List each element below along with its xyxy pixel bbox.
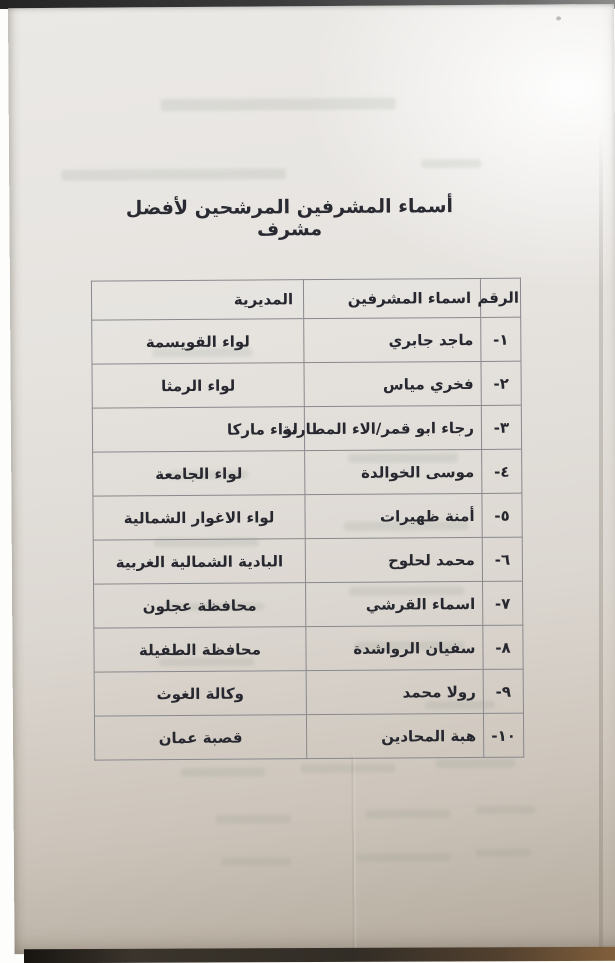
table-row (92, 361, 521, 408)
cell-directorate: لواء ماركا (92, 407, 304, 452)
table-row (94, 625, 523, 672)
header-directorate: المديرية (91, 280, 303, 320)
cell-name: ماجد جابري (304, 317, 481, 362)
table-body (92, 317, 524, 760)
cell-directorate: وكالة الغوث (94, 671, 306, 716)
cell-name: رولا محمد (306, 669, 483, 714)
bleedthrough-mark (180, 767, 265, 777)
bleedthrough-mark (435, 759, 515, 769)
header-names: اسماء المشرفين (303, 278, 480, 318)
cell-number: ١٠- (483, 713, 523, 757)
table-row (93, 449, 522, 496)
cell-name: موسى الخوالدة (305, 449, 482, 494)
cell-directorate: البادية الشمالية الغربية (93, 539, 305, 584)
bleedthrough-mark (476, 806, 536, 814)
bleedthrough-mark (356, 853, 451, 862)
bleedthrough-mark (476, 849, 531, 857)
cell-directorate: محافظة عجلون (94, 583, 306, 628)
table-row (94, 669, 523, 716)
bleedthrough-mark (221, 857, 291, 865)
cell-number: ٤- (482, 449, 522, 493)
background-seam-right (599, 130, 603, 948)
cell-number: ٦- (482, 537, 522, 581)
table-row (92, 317, 521, 364)
cell-name: سفيان الرواشدة (306, 625, 483, 670)
cell-number: ٥- (482, 493, 522, 537)
cell-directorate: لواء الجامعة (93, 451, 305, 496)
table-row (92, 405, 521, 452)
paper-crease (351, 756, 354, 952)
scan-artifact-dot (556, 16, 561, 20)
bleedthrough-mark (366, 809, 451, 819)
bleedthrough-mark (216, 814, 291, 824)
cell-name: محمد لحلوح (305, 537, 482, 582)
table-row (93, 537, 522, 584)
bleedthrough-mark (61, 168, 286, 181)
cell-name: اسماء القرشي (306, 581, 483, 626)
desk-edge-bottom (24, 947, 615, 963)
cell-directorate: لواء الاغوار الشمالية (93, 495, 305, 540)
cell-number: ٢- (481, 361, 521, 405)
page-title: أسماء المشرفين المرشحين لأفضل مشرف (125, 195, 454, 241)
header-row (91, 278, 520, 320)
cell-number: ٩- (483, 669, 523, 713)
bleedthrough-mark (300, 764, 395, 774)
cell-directorate: قصبة عمان (94, 715, 306, 760)
cell-number: ٣- (481, 405, 521, 449)
cell-name: هبة المحادين (306, 713, 483, 758)
table-row (93, 493, 522, 540)
table-header (91, 278, 520, 320)
cell-directorate: لواء الرمثا (92, 363, 304, 408)
paper-sheet (8, 4, 615, 954)
cell-name: رجاء ابو قمر/الاء المطارنة (304, 405, 481, 450)
table-row (94, 581, 523, 628)
bleedthrough-mark (161, 98, 396, 112)
header-number: الرقم (480, 278, 520, 317)
bleedthrough-mark (421, 159, 481, 168)
cell-name: أمنة ظهيرات (305, 493, 482, 538)
table-row (94, 713, 523, 760)
cell-directorate: لواء القويسمة (92, 319, 304, 364)
cell-number: ١- (481, 317, 521, 361)
cell-number: ٧- (483, 581, 523, 625)
supervisors-table (91, 278, 524, 761)
cell-number: ٨- (483, 625, 523, 669)
cell-directorate: محافظة الطفيلة (94, 627, 306, 672)
cell-name: فخري مياس (304, 361, 481, 406)
